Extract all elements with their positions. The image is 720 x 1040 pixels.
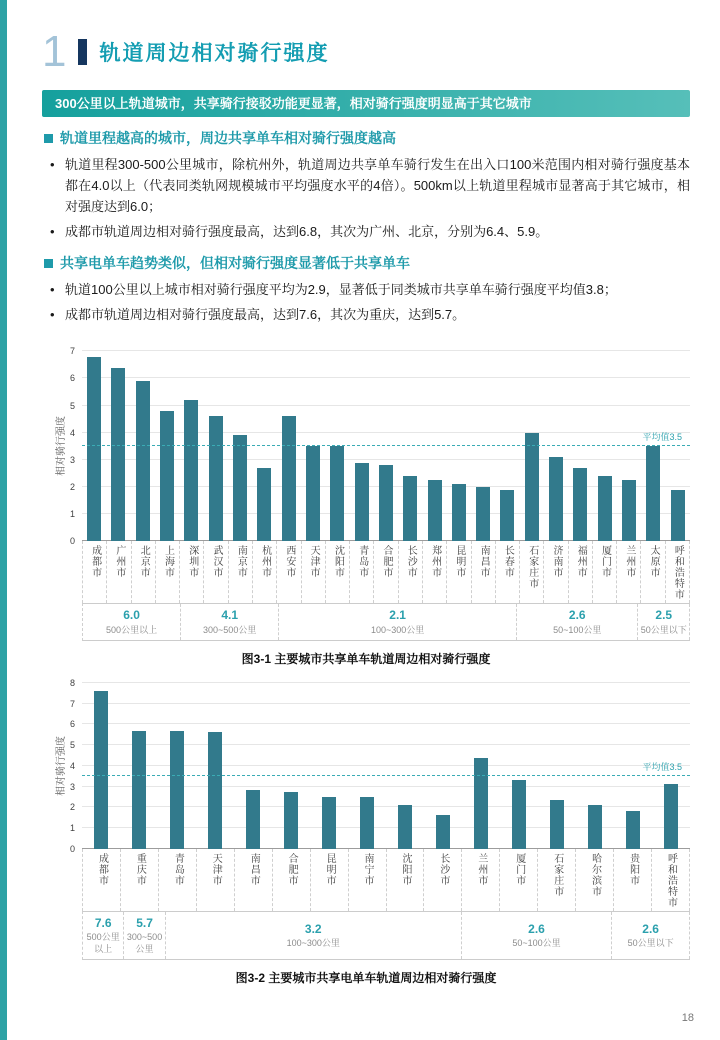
bar-长沙市 — [436, 815, 450, 849]
city-name: 郑州市 — [429, 545, 441, 579]
y-axis — [42, 677, 82, 854]
x-axis-label — [538, 849, 576, 911]
city-name: 合肥市 — [286, 852, 298, 886]
city-name: 深圳市 — [186, 545, 198, 579]
section-heading-1 — [44, 128, 690, 148]
y-tick-label: 7 — [69, 698, 75, 709]
axis-group — [462, 912, 613, 959]
bar-青岛市 — [170, 731, 184, 849]
x-axis-labels — [82, 849, 690, 911]
city-name: 沈阳市 — [332, 545, 344, 579]
plot-row — [42, 677, 690, 854]
x-axis-label — [641, 541, 665, 603]
y-tick-label: 4 — [69, 427, 75, 438]
bar-济南市 — [549, 457, 563, 541]
bar-沈阳市 — [330, 446, 344, 541]
bar-slot — [234, 683, 272, 849]
page-number: 18 — [681, 1012, 694, 1024]
bar-slot — [228, 351, 252, 541]
bar-呼和浩特市 — [664, 784, 678, 849]
axis-group — [181, 604, 279, 640]
bar-slot — [538, 683, 576, 849]
y-tick-label: 8 — [69, 677, 75, 688]
chart-shared-bike — [42, 346, 690, 667]
bar-slot — [196, 683, 234, 849]
x-axis-label — [311, 849, 349, 911]
bar-slot — [120, 683, 158, 849]
chart-shared-ebike — [42, 677, 690, 986]
bar-slot — [593, 351, 617, 541]
y-tick-label: 3 — [69, 454, 75, 465]
bar-哈尔滨市 — [588, 805, 602, 849]
bar-天津市 — [306, 446, 320, 541]
x-axis-label — [423, 541, 447, 603]
city-name: 兰州市 — [623, 545, 635, 579]
bar-slot — [158, 683, 196, 849]
group-range-label: 500公里以上 — [86, 932, 120, 954]
bar-slot — [82, 351, 106, 541]
x-axis-label — [374, 541, 398, 603]
group-range-label: 50~100公里 — [512, 937, 561, 948]
city-name: 北京市 — [138, 545, 150, 579]
y-tick-label: 0 — [69, 843, 75, 854]
axis-group — [83, 604, 181, 640]
group-average-value: 4.1 — [221, 608, 239, 623]
bar-slot — [500, 683, 538, 849]
average-line — [82, 445, 690, 446]
bar-slot — [204, 351, 228, 541]
city-name: 福州市 — [575, 545, 587, 579]
city-name: 成都市 — [96, 852, 108, 886]
group-range-label: 50公里以下 — [627, 937, 674, 948]
bar-沈阳市 — [398, 805, 412, 849]
x-axis-label — [180, 541, 204, 603]
x-axis-label — [277, 541, 301, 603]
bar-slot — [544, 351, 568, 541]
bar-slot — [272, 683, 310, 849]
bar-slot — [131, 351, 155, 541]
bar-slot — [301, 351, 325, 541]
y-tick-label: 6 — [69, 373, 75, 384]
axis-group — [517, 604, 638, 640]
city-name: 南昌市 — [478, 545, 490, 579]
bar-slot — [179, 351, 203, 541]
chapter-number: 1 — [42, 27, 67, 76]
group-average-value: 2.6 — [642, 921, 659, 936]
axis-group — [83, 912, 124, 959]
bar-成都市 — [87, 357, 101, 542]
group-average-value: 2.6 — [528, 921, 545, 936]
bar-slot — [424, 683, 462, 849]
y-tick-label: 1 — [69, 509, 75, 520]
city-name: 昆明市 — [324, 852, 336, 886]
bar-石家庄市 — [550, 800, 564, 849]
group-average-value: 5.7 — [136, 915, 153, 930]
x-axis-label — [229, 541, 253, 603]
city-name: 杭州市 — [259, 545, 271, 579]
group-average-value: 7.6 — [94, 915, 112, 930]
bullet-item: • 成都市轨道周边相对骑行强度最高，达到6.8，其次为广州、北京，分别为6.4、5.9。 — [48, 221, 690, 242]
x-axis-label — [496, 541, 520, 603]
city-name: 重庆市 — [134, 852, 146, 886]
page-header — [42, 27, 690, 76]
plot-row — [42, 346, 690, 547]
y-tick-label: 7 — [69, 346, 75, 357]
x-axis-label — [462, 849, 500, 911]
bar-杭州市 — [257, 468, 271, 541]
bar-slot — [398, 351, 422, 541]
x-axis-label — [576, 849, 614, 911]
bars-container — [82, 683, 690, 849]
city-name: 石家庄市 — [526, 545, 538, 590]
bullet-list-2 — [48, 279, 690, 325]
bar-slot — [422, 351, 446, 541]
bar-南昌市 — [476, 487, 490, 541]
bar-昆明市 — [322, 797, 336, 849]
plot-area — [82, 351, 690, 541]
bar-南宁市 — [360, 797, 374, 849]
axis-group-row — [82, 603, 690, 641]
y-tick-label: 2 — [69, 482, 75, 492]
bar-slot — [666, 351, 690, 541]
city-name: 西安市 — [283, 545, 295, 579]
city-name: 昆明市 — [453, 545, 465, 579]
axis-group — [124, 912, 165, 959]
y-tick-label: 3 — [69, 781, 75, 792]
bar-厦门市 — [512, 780, 526, 848]
x-axis-label — [666, 541, 690, 603]
x-axis-label — [197, 849, 235, 911]
group-average-value: 2.5 — [655, 608, 673, 623]
x-axis-label — [447, 541, 471, 603]
city-name: 合肥市 — [381, 545, 393, 579]
bar-slot — [568, 351, 592, 541]
bar-昆明市 — [452, 484, 466, 541]
bar-合肥市 — [379, 465, 393, 541]
bar-slot — [386, 683, 424, 849]
city-name: 长沙市 — [437, 852, 449, 886]
x-axis-label — [83, 541, 107, 603]
plot-area — [82, 683, 690, 849]
y-tick-label: 0 — [69, 536, 75, 547]
bar-slot — [462, 683, 500, 849]
city-name: 呼和浩特市 — [672, 545, 684, 601]
city-name: 沈阳市 — [399, 852, 411, 886]
x-axis-label — [544, 541, 568, 603]
highlight-banner: 300公里以上轨道城市，共享骑行接驳功能更显著，相对骑行强度明显高于其它城市 — [42, 90, 690, 117]
city-name: 成都市 — [89, 545, 101, 579]
group-average-value: 3.2 — [304, 921, 322, 936]
bar-太原市 — [646, 446, 660, 541]
bullet-list-1 — [48, 154, 690, 242]
city-name: 青岛市 — [172, 852, 184, 886]
section-heading-text: 轨道里程越高的城市，周边共享单车相对骑行强度越高 — [60, 130, 396, 146]
bar-slot — [520, 351, 544, 541]
x-axis-label — [83, 849, 121, 911]
city-name: 天津市 — [210, 852, 222, 886]
bar-天津市 — [208, 732, 222, 849]
bar-slot — [82, 683, 120, 849]
x-axis-label — [614, 849, 652, 911]
x-axis-label — [593, 541, 617, 603]
bar-广州市 — [111, 368, 125, 542]
x-axis-label — [500, 849, 538, 911]
chart-caption: 图3-1 主要城市共享单车轨道周边相对骑行强度 — [241, 651, 491, 666]
bar-武汉市 — [209, 416, 223, 541]
bar-slot — [576, 683, 614, 849]
bar-重庆市 — [132, 731, 146, 849]
x-axis-label — [235, 849, 273, 911]
x-axis-label — [121, 849, 159, 911]
bar-slot — [252, 351, 276, 541]
x-axis-label — [350, 541, 374, 603]
city-name: 呼和浩特市 — [665, 852, 677, 908]
bar-郑州市 — [428, 480, 442, 541]
bar-长沙市 — [403, 476, 417, 541]
average-line-label: 平均值3.5 — [642, 432, 682, 443]
bar-石家庄市 — [525, 433, 539, 542]
city-name: 天津市 — [308, 545, 320, 579]
city-name: 太原市 — [648, 545, 660, 579]
group-range-label: 100~300公里 — [286, 937, 340, 948]
city-name: 长沙市 — [405, 545, 417, 579]
bar-呼和浩特市 — [671, 490, 685, 542]
bar-slot — [106, 351, 130, 541]
bar-slot — [617, 351, 641, 541]
x-axis-label — [349, 849, 387, 911]
y-tick-label: 1 — [69, 823, 75, 834]
x-axis-label — [520, 541, 544, 603]
title-accent-bar — [78, 39, 87, 65]
x-axis-label — [204, 541, 228, 603]
bar-slot — [155, 351, 179, 541]
bar-西安市 — [282, 416, 296, 541]
group-range-label: 100~300公里 — [371, 624, 425, 635]
x-axis-label — [273, 849, 311, 911]
bar-兰州市 — [622, 480, 636, 541]
bar-青岛市 — [355, 463, 369, 542]
x-axis-label — [652, 849, 690, 911]
average-line-label: 平均值3.5 — [642, 762, 682, 773]
city-name: 上海市 — [162, 545, 174, 579]
bar-slot — [277, 351, 301, 541]
city-name: 广州市 — [113, 545, 125, 579]
city-name: 济南市 — [550, 545, 562, 579]
bars-container — [82, 351, 690, 541]
x-axis-label — [253, 541, 277, 603]
bar-slot — [495, 351, 519, 541]
bar-成都市 — [94, 691, 108, 849]
x-axis-label — [132, 541, 156, 603]
x-axis-labels — [82, 541, 690, 603]
bullet-item: • 成都市轨道周边相对骑行强度最高，达到7.6，其次为重庆，达到5.7。 — [48, 304, 690, 325]
average-line — [82, 775, 690, 776]
group-average-value: 6.0 — [123, 608, 140, 623]
axis-group — [612, 912, 690, 959]
bar-合肥市 — [284, 792, 298, 849]
x-axis-label — [302, 541, 326, 603]
bar-slot — [348, 683, 386, 849]
city-name: 厦门市 — [599, 545, 611, 579]
bar-深圳市 — [184, 400, 198, 541]
chart-caption: 图3-2 主要城市共享电单车轨道周边相对骑行强度 — [235, 970, 497, 985]
city-name: 武汉市 — [211, 545, 223, 579]
page-title: 轨道周边相对骑行强度 — [99, 42, 330, 65]
city-name: 哈尔滨市 — [589, 852, 601, 897]
bar-北京市 — [136, 381, 150, 541]
bar-slot — [374, 351, 398, 541]
bar-上海市 — [160, 411, 174, 541]
x-axis-label — [424, 849, 462, 911]
group-range-label: 300~500公里 — [203, 624, 257, 635]
y-tick-label: 5 — [69, 400, 75, 411]
axis-group — [166, 912, 462, 959]
bar-slot — [349, 351, 373, 541]
city-name: 南昌市 — [248, 852, 260, 886]
bar-贵阳市 — [626, 811, 640, 849]
y-tick-label: 4 — [69, 760, 75, 771]
bar-福州市 — [573, 468, 587, 541]
y-tick-label: 2 — [69, 802, 75, 813]
group-range-label: 50公里以下 — [640, 624, 687, 635]
city-name: 贵阳市 — [627, 852, 639, 886]
y-tick-label: 6 — [69, 719, 75, 730]
x-axis-label — [617, 541, 641, 603]
bullet-item: • 轨道里程300-500公里城市，除杭州外，轨道周边共享单车骑行发生在出入口100米范围内相对骑行强度基本都在4.0以上（代表同类轨网规模城市平均强度水平的4倍）。500km以上轨道里程城市显著高于其它城市，相对强度达到6.0； — [48, 154, 690, 217]
section-heading-text: 共享电单车趋势类似，但相对骑行强度显著低于共享单车 — [60, 255, 410, 272]
y-axis-title: 相对骑行强度 — [56, 735, 67, 796]
city-name: 南宁市 — [362, 852, 374, 886]
bar-slot — [310, 683, 348, 849]
x-axis-label — [156, 541, 180, 603]
group-average-value: 2.6 — [568, 608, 586, 623]
x-axis-label — [159, 849, 197, 911]
square-bullet-icon — [44, 259, 53, 268]
bullet-item: • 轨道100公里以上城市相对骑行强度平均为2.9，显著低于同类城市共享单车骑行强度平均值3.8； — [48, 279, 690, 300]
group-range-label: 50~100公里 — [553, 624, 602, 635]
city-name: 兰州市 — [475, 852, 487, 886]
group-range-label: 300~500公里 — [126, 932, 163, 954]
x-axis-label — [569, 541, 593, 603]
x-axis-label — [326, 541, 350, 603]
x-axis-label — [399, 541, 423, 603]
bar-长春市 — [500, 490, 514, 542]
bar-南昌市 — [246, 790, 260, 849]
square-bullet-icon — [44, 134, 53, 143]
x-axis-label — [107, 541, 131, 603]
city-name: 石家庄市 — [551, 852, 563, 897]
axis-group — [638, 604, 690, 640]
city-name: 长春市 — [502, 545, 514, 579]
x-axis-label — [472, 541, 496, 603]
group-range-label: 500公里以上 — [106, 624, 158, 635]
group-average-value: 2.1 — [389, 608, 406, 623]
x-axis-label — [387, 849, 425, 911]
y-axis — [42, 346, 82, 547]
bar-slot — [325, 351, 349, 541]
city-name: 南京市 — [235, 545, 247, 579]
y-tick-label: 5 — [69, 740, 75, 751]
section-heading-2 — [44, 253, 690, 273]
bar-slot — [471, 351, 495, 541]
city-name: 青岛市 — [356, 545, 368, 579]
axis-group-row — [82, 911, 690, 960]
bar-slot — [641, 351, 665, 541]
city-name: 厦门市 — [513, 852, 525, 886]
axis-group — [279, 604, 517, 640]
bar-南京市 — [233, 435, 247, 541]
bar-兰州市 — [474, 758, 488, 849]
y-axis-title: 相对骑行强度 — [56, 416, 67, 477]
page-accent-strip — [0, 0, 7, 1040]
bar-slot — [447, 351, 471, 541]
bar-厦门市 — [598, 476, 612, 541]
